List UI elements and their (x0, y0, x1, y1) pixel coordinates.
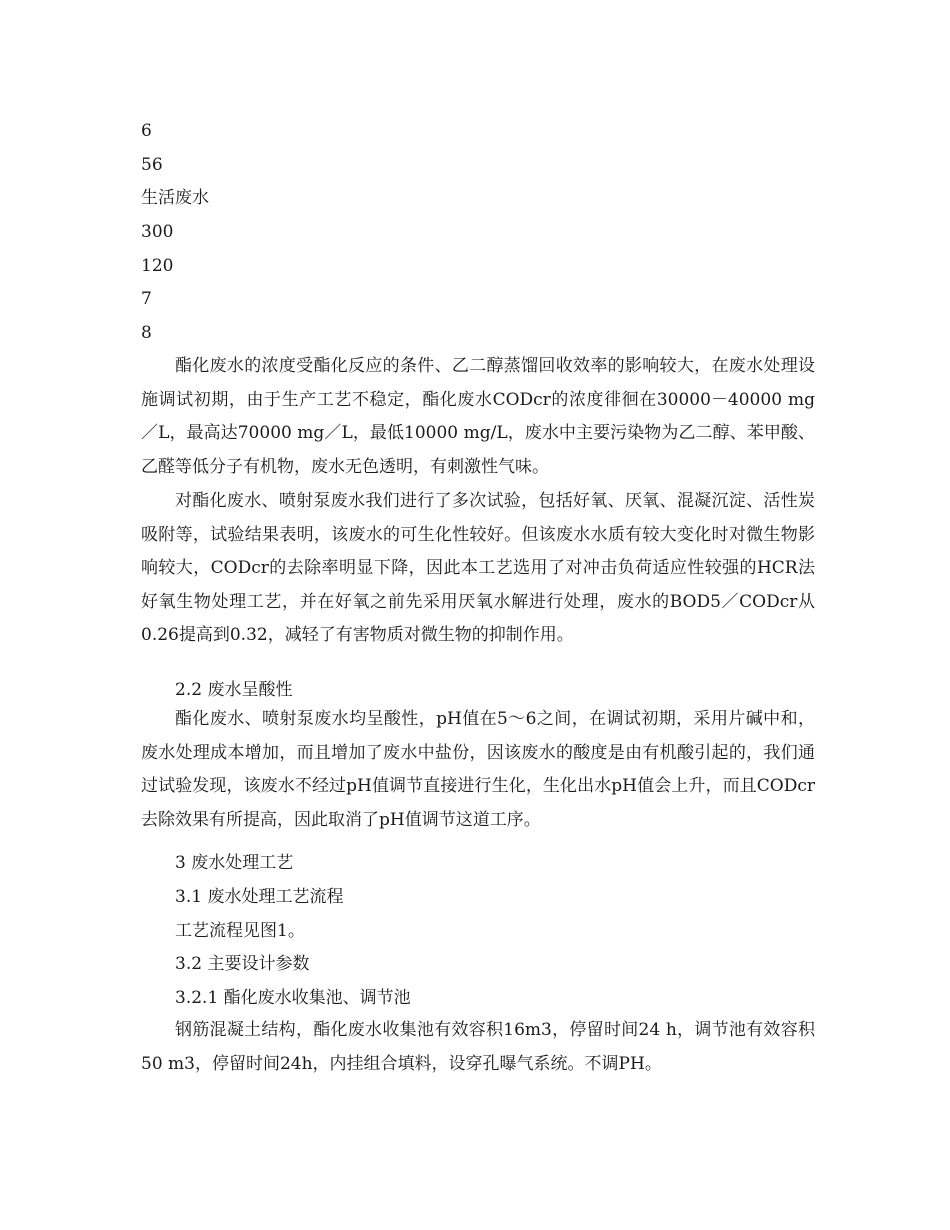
section-heading-2-2: 2.2 废水呈酸性 (175, 680, 293, 700)
section-heading-3-2: 3.2 主要设计参数 (175, 954, 310, 974)
table-cell: 120 (141, 256, 174, 276)
paragraph-collection-tank: 钢筋混凝土结构，酯化废水收集池有效容积16m3，停留时间24 h，调节池有效容积50 m3，停留时间24h，内挂组合填料，设穿孔曝气系统。不调PH。 (141, 1020, 815, 1074)
table-cell: 6 (141, 121, 152, 141)
paragraph-flow-reference: 工艺流程见图1。 (175, 921, 305, 941)
paragraph-acidity: 酯化废水、喷射泵废水均呈酸性，pH值在5～6之间，在调试初期，采用片碱中和，废水处理成本增加，而且增加了废水中盐份，因该废水的酸度是由有机酸引起的，我们通过试验发现，该废水不经过pH值调节直接进行生化，生化出水pH值会上升，而且CODcr去除效果有所提高，因此取消了pH值调节这道工序。 (141, 709, 815, 830)
paragraph-esterification-concentration: 酯化废水的浓度受酯化反应的条件、乙二醇蒸馏回收效率的影响较大，在废水处理设施调试初期，由于生产工艺不稳定，酯化废水CODcr的浓度徘徊在30000－40000 mg／L，最高达70000 mg／L，最低10000 mg/L，废水中主要污染物为乙二醇、苯甲酸、乙醛等低分子有机物，废水无色透明，有刺激性气味。 (141, 356, 815, 477)
table-cell: 7 (141, 289, 152, 309)
section-heading-3: 3 废水处理工艺 (175, 853, 294, 873)
table-cell: 300 (141, 222, 174, 242)
section-heading-3-1: 3.1 废水处理工艺流程 (175, 887, 344, 907)
section-heading-3-2-1: 3.2.1 酯化废水收集池、调节池 (175, 988, 411, 1008)
paragraph-experiments: 对酯化废水、喷射泵废水我们进行了多次试验，包括好氧、厌氧、混凝沉淀、活性炭吸附等，试验结果表明，该废水的可生化性较好。但该废水水质有较大变化时对微生物影响较大，CODcr的去除率明显下降，因此本工艺选用了对冲击负荷适应性较强的HCR法好氧生物处理工艺，并在好氧之前先采用厌氧水解进行处理，废水的BOD5／CODcr从 0.26提高到0.32，减轻了有害物质对微生物的抑制作用。 (141, 491, 815, 646)
table-cell: 生活废水 (141, 188, 209, 208)
table-cell: 8 (141, 323, 152, 343)
table-cell: 56 (141, 155, 163, 175)
